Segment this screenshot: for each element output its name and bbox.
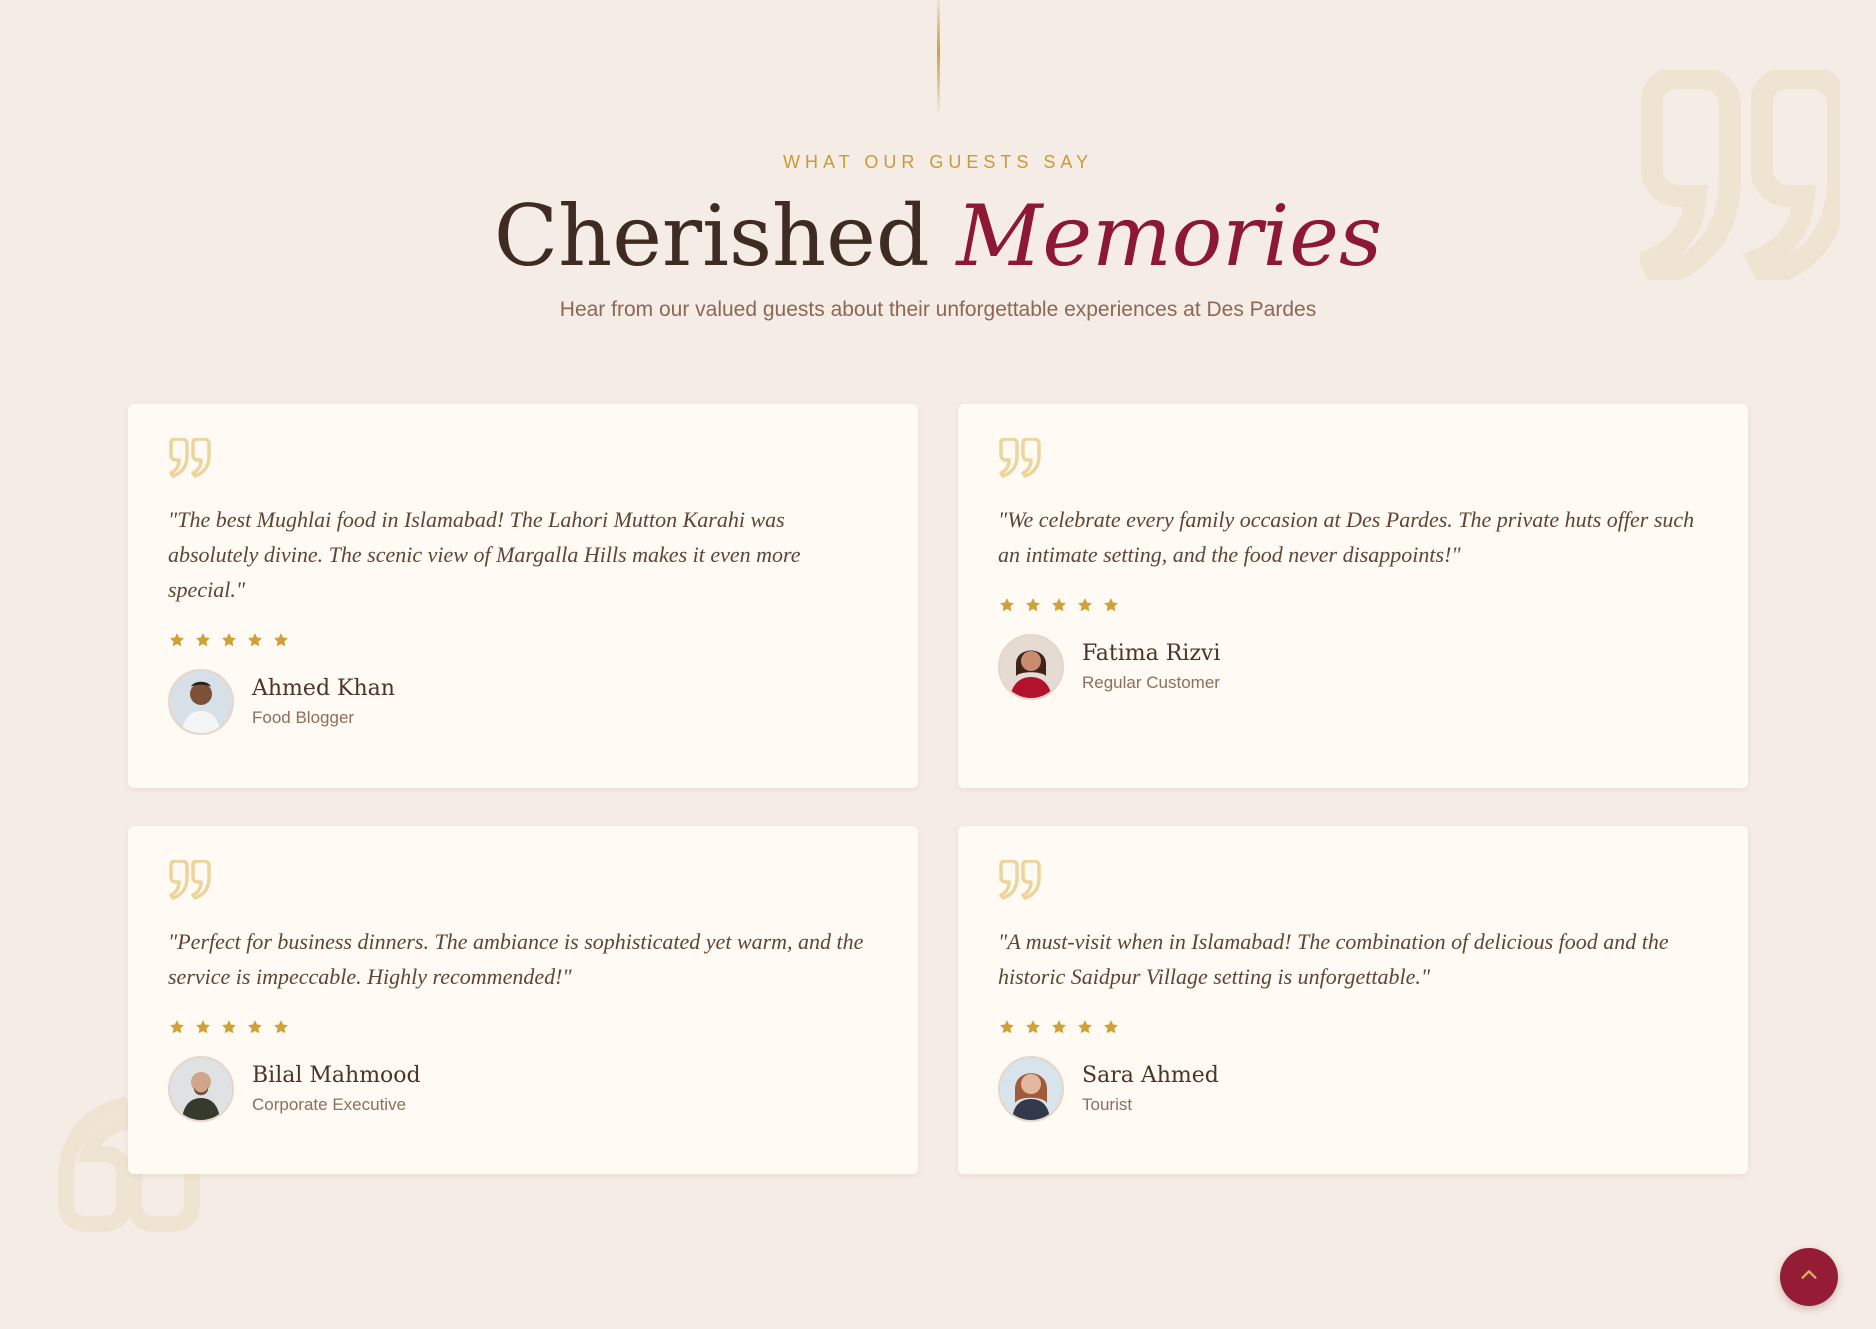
reviewer-role: Corporate Executive: [252, 1095, 407, 1115]
star-icon: [1076, 1018, 1094, 1036]
section-title-main: Cherished: [493, 187, 930, 285]
star-icon: [246, 631, 264, 649]
reviewer-name: Ahmed Khan: [252, 675, 395, 701]
quote-icon: [998, 860, 1042, 900]
star-icon: [1102, 596, 1120, 614]
avatar: [998, 634, 1064, 700]
rating-stars: [998, 1018, 1708, 1036]
avatar: [168, 1056, 234, 1122]
section-subtitle: Hear from our valued guests about their unforgettable experiences at Des Pardes: [559, 298, 1317, 321]
testimonial-card: [128, 404, 918, 788]
reviewer-name: Bilal Mahmood: [252, 1062, 421, 1088]
reviewer-role: Regular Customer: [1082, 673, 1220, 693]
back-to-top-button[interactable]: [1780, 1248, 1838, 1306]
star-icon: [246, 1018, 264, 1036]
chevron-up-icon: [1798, 1264, 1820, 1291]
star-icon: [1050, 1018, 1068, 1036]
quote-icon: [998, 438, 1042, 478]
reviewer: [168, 669, 878, 735]
star-icon: [220, 1018, 238, 1036]
section-title: [0, 188, 1876, 285]
avatar: [168, 669, 234, 735]
star-icon: [168, 1018, 186, 1036]
testimonial-quote: "Perfect for business dinners. The ambiance is sophisticated yet warm, and the service is impeccable. Highly recommended!": [168, 929, 864, 989]
star-icon: [998, 596, 1016, 614]
testimonial-card: [958, 826, 1748, 1174]
star-icon: [194, 631, 212, 649]
star-icon: [194, 1018, 212, 1036]
star-icon: [272, 1018, 290, 1036]
testimonial-quote: "The best Mughlai food in Islamabad! The Lahori Mutton Karahi was absolutely divine. The scenic view of Margalla Hills makes it even more special.": [168, 507, 801, 602]
testimonial-quote: "We celebrate every family occasion at Des Pardes. The private huts offer such an intimate setting, and the food never disappoints!": [998, 507, 1695, 567]
reviewer-role: Tourist: [1082, 1095, 1133, 1115]
quote-icon: [168, 438, 212, 478]
quote-icon: [168, 860, 212, 900]
star-icon: [168, 631, 186, 649]
reviewer: [168, 1056, 878, 1122]
section-title-accent: Memories: [956, 187, 1383, 285]
decorative-divider-line: [937, 0, 940, 112]
star-icon: [998, 1018, 1016, 1036]
star-icon: [220, 631, 238, 649]
rating-stars: [168, 1018, 878, 1036]
rating-stars: [998, 596, 1708, 614]
testimonial-card: [128, 826, 918, 1174]
star-icon: [1102, 1018, 1120, 1036]
testimonial-grid: [128, 404, 1748, 1174]
reviewer: [998, 634, 1708, 700]
star-icon: [272, 631, 290, 649]
avatar: [998, 1056, 1064, 1122]
reviewer-name: Sara Ahmed: [1082, 1062, 1219, 1088]
star-icon: [1050, 596, 1068, 614]
reviewer-name: Fatima Rizvi: [1082, 640, 1221, 666]
testimonial-quote: "A must-visit when in Islamabad! The combination of delicious food and the historic Saidpur Village setting is unforgettable.": [998, 929, 1669, 989]
testimonial-card: [958, 404, 1748, 788]
section-eyebrow: WHAT OUR GUESTS SAY: [782, 152, 1094, 172]
reviewer: [998, 1056, 1708, 1122]
rating-stars: [168, 631, 878, 649]
reviewer-role: Food Blogger: [252, 708, 355, 728]
star-icon: [1024, 1018, 1042, 1036]
star-icon: [1024, 596, 1042, 614]
star-icon: [1076, 596, 1094, 614]
